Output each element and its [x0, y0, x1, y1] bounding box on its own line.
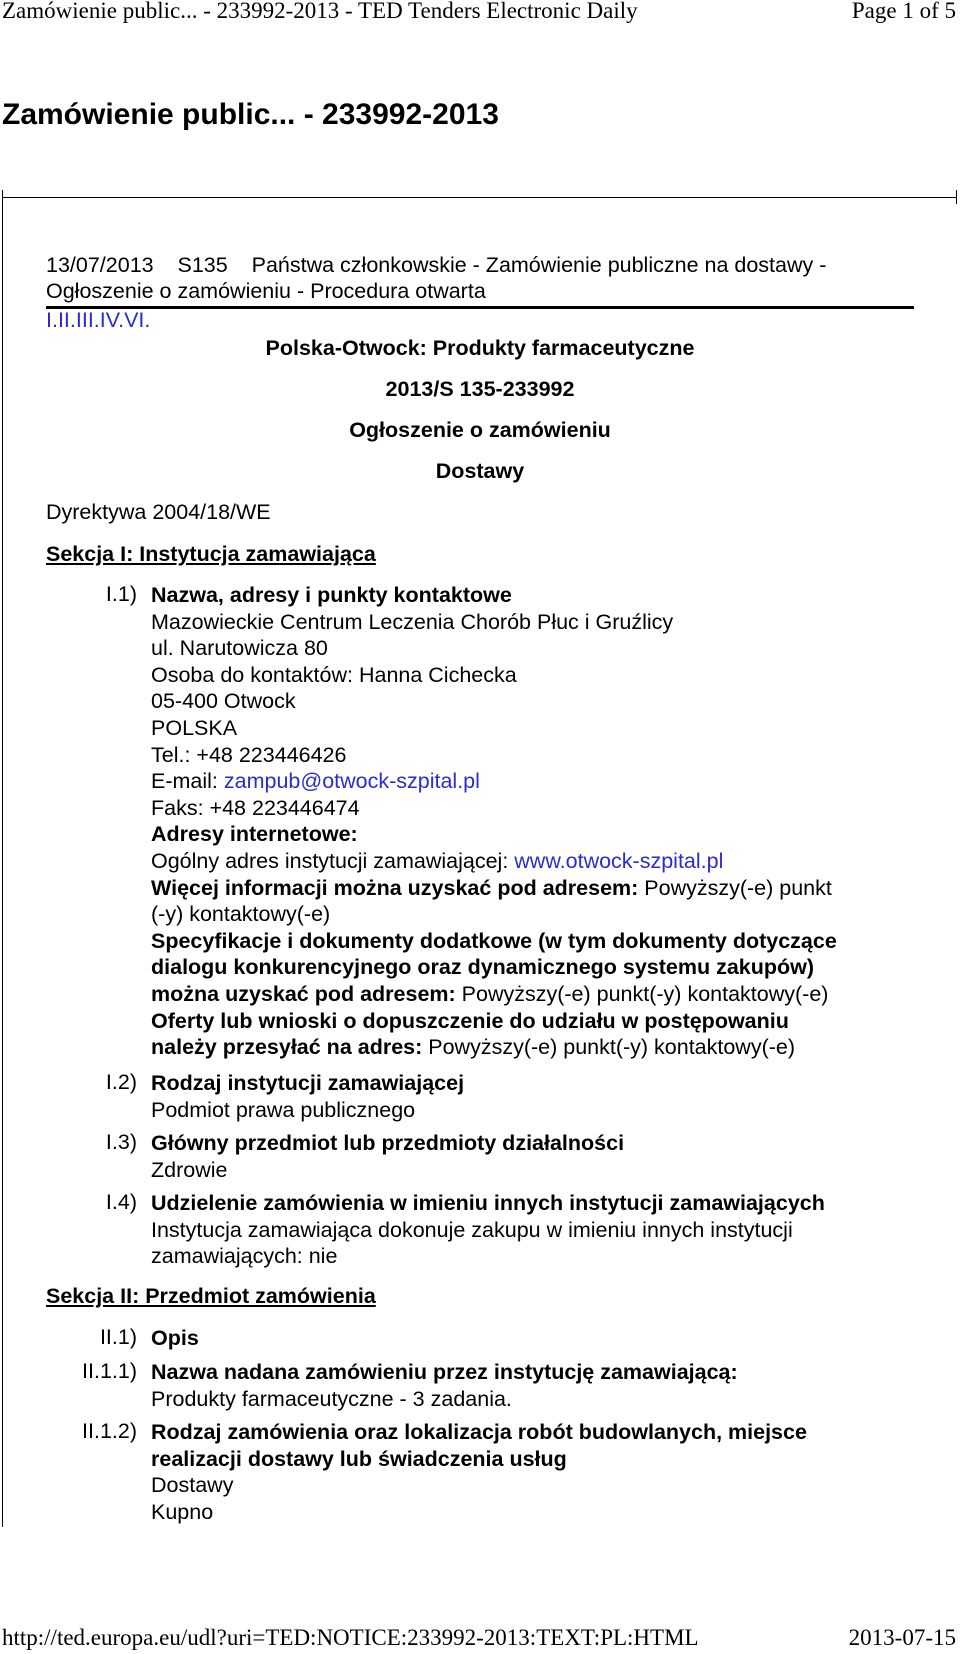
contact-person: Osoba do kontaktów: Hanna Cichecka	[151, 662, 517, 687]
country: POLSKA	[151, 715, 238, 740]
general-address-label: Ogólny adres instytucji zamawiającej:	[151, 848, 515, 873]
section-nav-links[interactable]: I.II.III.IV.VI.	[46, 308, 151, 332]
contract-type-block	[151, 1419, 911, 1525]
section-value: zamawiających: nie	[151, 1244, 338, 1269]
email-label: E-mail:	[151, 769, 224, 794]
postal-city: 05-400 Otwock	[151, 689, 296, 714]
description-block	[151, 1325, 911, 1352]
offers-label-line1: Oferty lub wnioski o dopuszczenie do udziału w postępowaniu	[151, 1008, 789, 1033]
more-info-row	[151, 875, 911, 902]
email-row	[151, 768, 911, 795]
section-title: Rodzaj zamówienia oraz lokalizacja robót budowlanych, miejsce	[151, 1420, 807, 1444]
org-name: Mazowieckie Centrum Leczenia Chorób Płuc i Gruźlicy	[151, 609, 674, 634]
notice-heading-title: Polska-Otwock: Produkty farmaceutyczne	[265, 336, 695, 360]
section-value: Zdrowie	[151, 1157, 228, 1182]
print-header-page: Page 1 of 5	[851, 0, 956, 23]
notice-category: Dostawy	[435, 459, 525, 483]
section-title: Rodzaj instytucji zamawiającej	[151, 1071, 465, 1095]
section-value: Kupno	[151, 1499, 214, 1524]
street-address: ul. Narutowicza 80	[151, 636, 328, 661]
section-value: Dostawy	[151, 1473, 234, 1498]
spec-label-line1: Specyfikacje i dokumenty dodatkowe (w tym dokumenty dotyczące	[151, 928, 837, 953]
section-value: Instytucja zamawiająca dokonuje zakupu w imieniu innych instytucji	[151, 1217, 793, 1242]
section-title-cont: realizacji dostawy lub świadczenia usług	[151, 1446, 567, 1471]
section-number: II.1.1)	[82, 1359, 137, 1383]
section-number: I.1)	[105, 582, 137, 606]
website-link[interactable]: www.otwock-szpital.pl	[514, 848, 724, 873]
contact-block	[151, 582, 911, 1061]
behalf-block	[151, 1190, 911, 1270]
notice-type: Ogłoszenie o zamówieniu	[349, 418, 611, 442]
offers-label-line2: należy przesyłać na adres:	[151, 1035, 423, 1060]
page-title: Zamówienie public... - 233992-2013	[2, 98, 499, 131]
section-1-heading: Sekcja I: Instytucja zamawiająca	[46, 542, 376, 566]
nav-rule	[46, 306, 914, 309]
spec-row	[151, 981, 911, 1008]
notice-meta-line1: 13/07/2013 S135 Państwa członkowskie - Zamówienie publiczne na dostawy -	[46, 253, 827, 277]
section-number: II.1)	[99, 1325, 137, 1349]
offers-row	[151, 1034, 911, 1061]
internet-addresses-label: Adresy internetowe:	[151, 822, 358, 847]
spec-label-line3: można uzyskać pod adresem:	[151, 981, 456, 1006]
fax: Faks: +48 223446474	[151, 795, 360, 820]
general-address-row	[151, 848, 911, 875]
section-number: I.2)	[105, 1070, 137, 1094]
section-value: Produkty farmaceutyczne - 3 zadania.	[151, 1386, 512, 1411]
section-title: Opis	[151, 1326, 199, 1350]
offers-value: Powyższy(-e) punkt(-y) kontaktowy(-e)	[422, 1035, 796, 1060]
section-number: II.1.2)	[82, 1419, 137, 1443]
telephone: Tel.: +48 223446426	[151, 742, 347, 767]
section-value: Podmiot prawa publicznego	[151, 1097, 416, 1122]
spec-label-line2: dialogu konkurencyjnego oraz dynamicznego systemu zakupów)	[151, 955, 815, 980]
main-activity-block	[151, 1130, 911, 1183]
section-title: Główny przedmiot lub przedmioty działalności	[151, 1131, 625, 1155]
frame-corner-right	[956, 190, 957, 204]
directive-label: Dyrektywa 2004/18/WE	[46, 500, 271, 524]
more-info-label: Więcej informacji można uzyskać pod adresem:	[151, 875, 639, 900]
content-frame-top-rule	[2, 197, 956, 198]
notice-meta-line2: Ogłoszenie o zamówieniu - Procedura otwarta	[46, 279, 486, 303]
email-link[interactable]: zampub@otwock-szpital.pl	[223, 769, 480, 794]
section-2-heading: Sekcja II: Przedmiot zamówienia	[46, 1284, 376, 1308]
section-number: I.3)	[105, 1130, 137, 1154]
section-number: I.4)	[105, 1190, 137, 1214]
print-footer-date: 2013-07-15	[848, 1625, 956, 1650]
contract-name-block	[151, 1359, 911, 1412]
spec-value: Powyższy(-e) punkt(-y) kontaktowy(-e)	[455, 981, 829, 1006]
section-title: Udzielenie zamówienia w imieniu innych instytucji zamawiających	[151, 1191, 825, 1215]
more-info-value-cont: (-y) kontaktowy(-e)	[151, 902, 331, 927]
section-title: Nazwa, adresy i punkty kontaktowe	[151, 583, 512, 607]
notice-reference: 2013/S 135-233992	[385, 377, 575, 401]
authority-type-block	[151, 1070, 911, 1123]
section-title: Nazwa nadana zamówieniu przez instytucję zamawiającą:	[151, 1360, 738, 1384]
more-info-value: Powyższy(-e) punkt	[638, 875, 832, 900]
print-header-title: Zamówienie public... - 233992-2013 - TED Tenders Electronic Daily	[2, 0, 638, 23]
print-footer-url: http://ted.europa.eu/udl?uri=TED:NOTICE:233992-2013:TEXT:PL:HTML	[2, 1625, 699, 1650]
